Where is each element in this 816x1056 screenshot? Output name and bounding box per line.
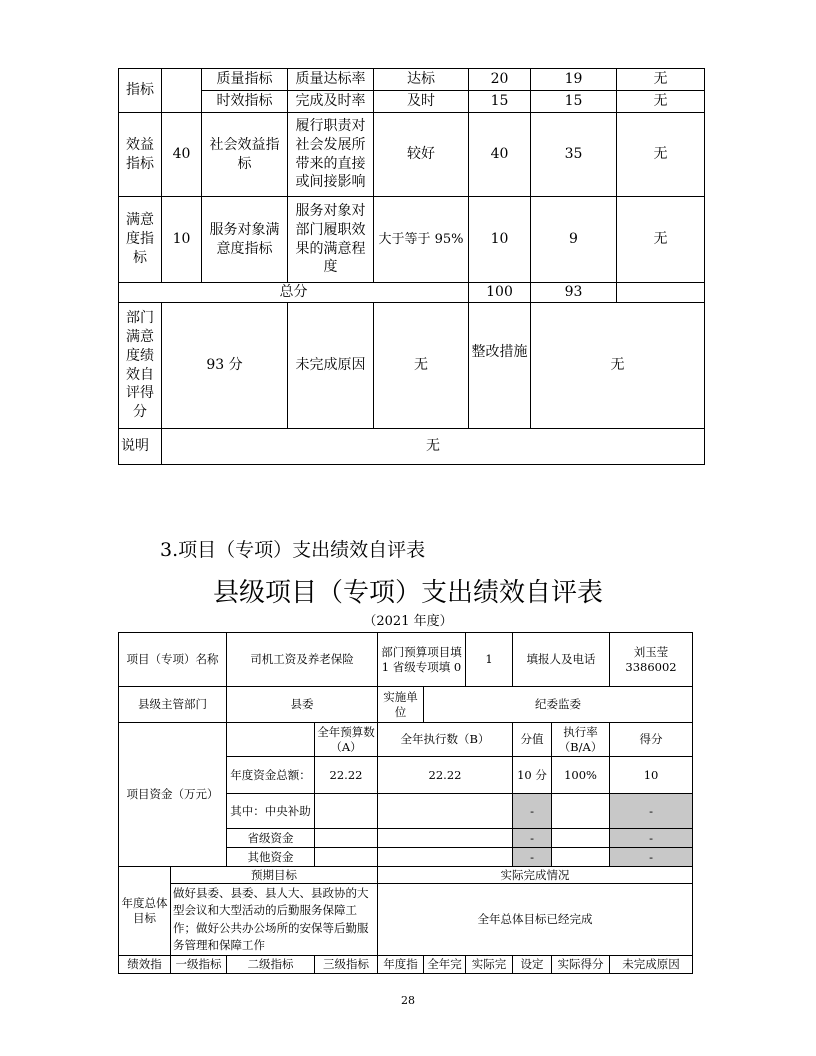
self-score-cell: 9 (531, 197, 617, 283)
table-row (119, 723, 693, 757)
self-score-cell: 19 (531, 69, 617, 91)
note-label: 说明 (119, 429, 162, 465)
table-row (119, 91, 705, 113)
header-rate: 执行率（B/A） (552, 723, 610, 757)
central-score-dash: - (513, 794, 552, 829)
table-row (119, 633, 693, 687)
total-label: 总分 (119, 283, 469, 303)
project-name: 司机工资及养老保险 (227, 633, 378, 687)
measure-value: 无 (531, 303, 705, 429)
table-row (119, 429, 705, 465)
table-row (119, 303, 705, 429)
goal-label: 年度总体目标 (119, 867, 171, 956)
expected-goal: 做好县委、县委、县人大、县政协的大型会议和大型活动的后勤服务保障工作；做好公共办公场所的安保等后勤服务管理和保障工作 (171, 884, 378, 956)
header-exec: 全年执行数（B） (378, 723, 513, 757)
header-score: 得分 (610, 723, 693, 757)
header-budget: 全年预算数（A） (315, 723, 378, 757)
annual-funds-label: 年度资金总额： (227, 757, 315, 794)
project-name-label: 项目（专项）名称 (119, 633, 227, 687)
value-cell: 大于等于 95% (374, 197, 469, 283)
annual-budget: 22.22 (315, 757, 378, 794)
other-score-dash: - (513, 848, 552, 867)
footer-cell: 全年完 (424, 956, 466, 974)
contact-cell (610, 633, 693, 687)
indicator-cell: 履行职责对社会发展所带来的直接或间接影响 (288, 113, 374, 197)
project-evaluation-table (118, 632, 693, 974)
footer-cell: 设定 (513, 956, 552, 974)
annual-rate: 100% (552, 757, 610, 794)
performance-indicator-table (118, 68, 705, 465)
footer-cell: 三级指标 (315, 956, 378, 974)
contact-label: 填报人及电话 (513, 633, 610, 687)
weight-cell: 40 (162, 113, 202, 197)
funds-label: 项目资金（万元） (119, 723, 227, 867)
note-value: 无 (162, 429, 705, 465)
reason-cell: 无 (617, 113, 705, 197)
dept-label: 县级主管部门 (119, 687, 227, 723)
page-number: 28 (401, 994, 415, 1007)
value-cell: 及时 (374, 91, 469, 113)
score-cell: 40 (469, 113, 531, 197)
impl-value: 纪委监委 (424, 687, 693, 723)
eval-score: 93 分 (162, 303, 288, 429)
impl-label: 实施单位 (378, 687, 424, 723)
table-row (119, 687, 693, 723)
table-row (119, 956, 693, 974)
reason-cell: 无 (617, 69, 705, 91)
category-cell: 效益指标 (119, 113, 162, 197)
central-funds-label: 其中：中央补助 (227, 794, 315, 829)
value-cell: 较好 (374, 113, 469, 197)
score-cell: 20 (469, 69, 531, 91)
measure-label: 整改措施 (469, 303, 531, 429)
table-row (119, 884, 693, 956)
table-row (119, 69, 705, 91)
table-row (119, 197, 705, 283)
provincial-final-dash: - (610, 829, 693, 848)
category-cell: 满意度指标 (119, 197, 162, 283)
budget-item-label: 部门预算项目填 1 省级专项填 0 (378, 633, 466, 687)
annual-exec: 22.22 (378, 757, 513, 794)
value-cell: 达标 (374, 69, 469, 91)
self-score-cell: 15 (531, 91, 617, 113)
header-score-value: 分值 (513, 723, 552, 757)
self-score-cell: 35 (531, 113, 617, 197)
sub-indicator-cell: 质量指标 (202, 69, 288, 91)
dept-value: 县委 (227, 687, 378, 723)
annual-score-value: 10 分 (513, 757, 552, 794)
footer-cell: 实际完 (466, 956, 513, 974)
sub-indicator-cell: 社会效益指标 (202, 113, 288, 197)
other-final-dash: - (610, 848, 693, 867)
contact-name: 刘玉莹 (633, 644, 669, 659)
footer-cell: 实际得分 (552, 956, 610, 974)
footer-cell: 一级指标 (171, 956, 227, 974)
budget-item-value: 1 (466, 633, 513, 687)
annual-score: 10 (610, 757, 693, 794)
reason-value: 无 (374, 303, 469, 429)
footer-cell: 二级指标 (227, 956, 315, 974)
year-label: （2021 年度） (363, 614, 453, 629)
reason-cell: 无 (617, 91, 705, 113)
weight-cell: 10 (162, 197, 202, 283)
eval-label: 部门满意度绩效自评得分 (119, 303, 162, 429)
score-cell: 15 (469, 91, 531, 113)
provincial-score-dash: - (513, 829, 552, 848)
actual-header: 实际完成情况 (378, 867, 693, 884)
other-funds-label: 其他资金 (227, 848, 315, 867)
total-self-score: 93 (531, 283, 617, 303)
indicator-cell: 服务对象对部门履职效果的满意程度 (288, 197, 374, 283)
category-cell: 指标 (119, 69, 162, 113)
table-row (119, 113, 705, 197)
contact-phone: 3386002 (625, 659, 677, 674)
footer-cell: 年度指 (378, 956, 424, 974)
page-title: 县级项目（专项）支出绩效自评表 (212, 578, 603, 608)
expected-header: 预期目标 (171, 867, 378, 884)
indicator-cell: 质量达标率 (288, 69, 374, 91)
indicator-cell: 完成及时率 (288, 91, 374, 113)
section-heading: 3.项目（专项）支出绩效自评表 (160, 539, 426, 561)
table-row (119, 867, 693, 884)
reason-label: 未完成原因 (288, 303, 374, 429)
central-final-dash: - (610, 794, 693, 829)
footer-cell: 未完成原因 (610, 956, 693, 974)
table-row (119, 283, 705, 303)
sub-indicator-cell: 时效指标 (202, 91, 288, 113)
actual-goal: 全年总体目标已经完成 (378, 884, 693, 956)
score-cell: 10 (469, 197, 531, 283)
sub-indicator-cell: 服务对象满意度指标 (202, 197, 288, 283)
total-score: 100 (469, 283, 531, 303)
footer-cell: 绩效指 (119, 956, 171, 974)
reason-cell: 无 (617, 197, 705, 283)
provincial-funds-label: 省级资金 (227, 829, 315, 848)
